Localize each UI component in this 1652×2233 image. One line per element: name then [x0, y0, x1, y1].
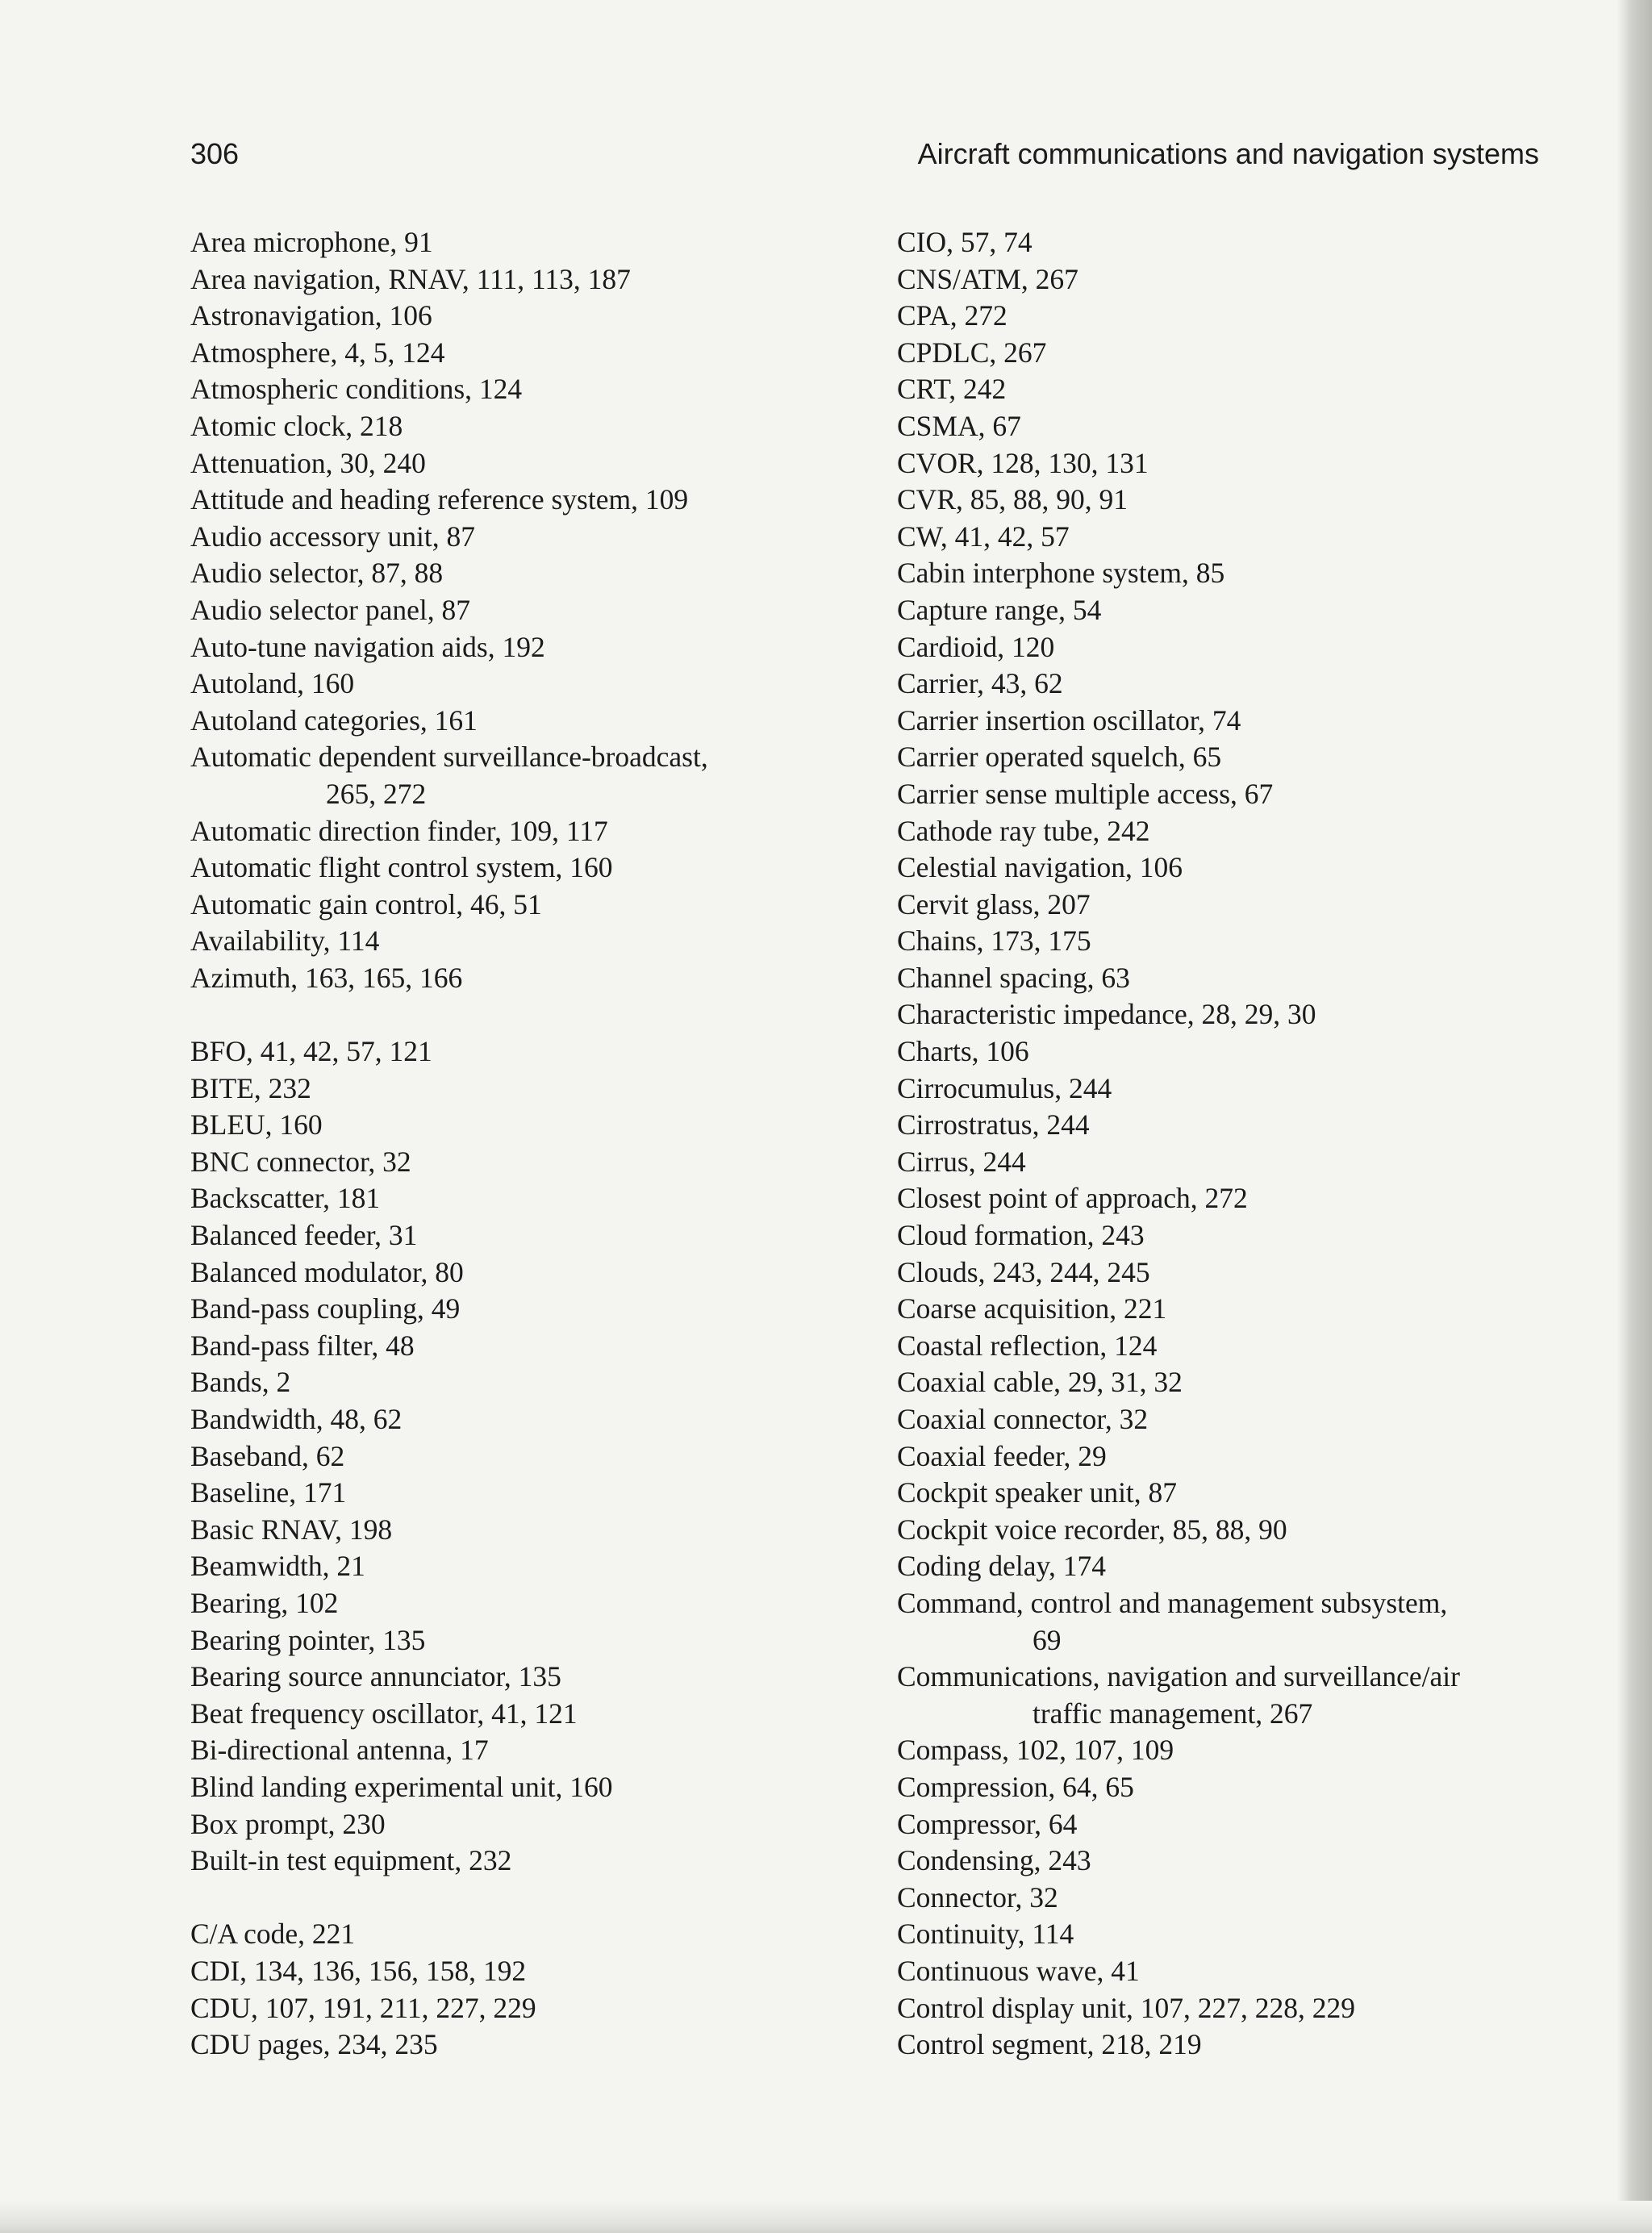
index-entry: Audio accessory unit, 87 [190, 520, 475, 553]
index-entry: Cloud formation, 243 [897, 1219, 1145, 1252]
index-entry: Automatic flight control system, 160 [190, 851, 613, 884]
index-entry: Balanced modulator, 80 [190, 1255, 464, 1288]
page-header [190, 137, 1539, 177]
index-entry: Automatic gain control, 46, 51 [190, 887, 542, 920]
index-entry: Compression, 64, 65 [897, 1770, 1134, 1803]
index-entry: Cervit glass, 207 [897, 887, 1091, 920]
index-entry: CPDLC, 267 [897, 336, 1047, 369]
index-entry: Coastal reflection, 124 [897, 1329, 1158, 1362]
index-column-right [897, 224, 1558, 2064]
index-entry: Auto-tune navigation aids, 192 [190, 630, 545, 663]
index-entry: C/A code, 221 [190, 1918, 356, 1951]
index-entry: Atomic clock, 218 [190, 409, 403, 442]
index-entry: Compressor, 64 [897, 1807, 1078, 1840]
index-entry: Bearing source annunciator, 135 [190, 1660, 561, 1693]
index-section-gap [190, 1880, 852, 1917]
page-number: 306 [190, 137, 240, 170]
running-title: Aircraft communications and navigation systems [917, 137, 1539, 170]
index-entry: Control display unit, 107, 227, 228, 229 [897, 1991, 1355, 2024]
index-entry: CRT, 242 [897, 373, 1007, 406]
index-entry: Bearing, 102 [190, 1586, 339, 1619]
index-entry: Baseline, 171 [190, 1476, 347, 1509]
index-entry: BITE, 232 [190, 1071, 311, 1104]
index-entry: Cirrus, 244 [897, 1145, 1026, 1178]
index-entry: CIO, 57, 74 [897, 226, 1032, 258]
index-entry: CDI, 134, 136, 156, 158, 192 [190, 1954, 527, 1987]
index-entry: BFO, 41, 42, 57, 121 [190, 1035, 432, 1068]
index-entry: Audio selector panel, 87 [190, 593, 471, 626]
index-entry: Coaxial feeder, 29 [897, 1439, 1107, 1472]
index-entry: Cardioid, 120 [897, 630, 1055, 663]
index-entry: CDU pages, 234, 235 [190, 2028, 438, 2061]
index-entry: Beamwidth, 21 [190, 1550, 365, 1583]
index-entry: Celestial navigation, 106 [897, 851, 1183, 884]
index-entry: Band-pass filter, 48 [190, 1329, 415, 1362]
index-entry: Carrier insertion oscillator, 74 [897, 703, 1241, 737]
index-entry: Communications, navigation and surveillance/air [897, 1660, 1460, 1693]
index-entry: Cockpit speaker unit, 87 [897, 1476, 1178, 1509]
index-entry: BNC connector, 32 [190, 1145, 411, 1178]
index-entry: CW, 41, 42, 57 [897, 520, 1070, 553]
index-entry: Cirrocumulus, 244 [897, 1071, 1112, 1104]
index-entry: Bandwidth, 48, 62 [190, 1403, 403, 1435]
index-entry: Connector, 32 [897, 1880, 1058, 1914]
index-entry: Closest point of approach, 272 [897, 1182, 1248, 1215]
index-entry-continuation: 69 [1032, 1623, 1062, 1656]
index-entry: Channel spacing, 63 [897, 961, 1130, 994]
index-entry: Box prompt, 230 [190, 1807, 386, 1840]
index-entry: Cirrostratus, 244 [897, 1108, 1090, 1142]
index-entry: Coaxial cable, 29, 31, 32 [897, 1366, 1183, 1399]
index-entry: Audio selector, 87, 88 [190, 557, 444, 590]
index-entry: Atmosphere, 4, 5, 124 [190, 336, 445, 369]
index-entry: CSMA, 67 [897, 409, 1021, 442]
index-entry: CNS/ATM, 267 [897, 262, 1078, 295]
index-entry: Attenuation, 30, 240 [190, 446, 426, 479]
index-entry-continuation: 265, 272 [326, 777, 427, 810]
index-entry: Carrier operated squelch, 65 [897, 741, 1222, 774]
index-entry: Chains, 173, 175 [897, 925, 1091, 958]
index-entry: Bearing pointer, 135 [190, 1623, 426, 1656]
index-entry: Coaxial connector, 32 [897, 1403, 1149, 1435]
index-entry: Automatic dependent surveillance-broadcast, [190, 741, 708, 774]
index-entry: Area navigation, RNAV, 111, 113, 187 [190, 262, 631, 295]
index-entry: Area microphone, 91 [190, 226, 433, 258]
index-entry: Automatic direction finder, 109, 117 [190, 814, 608, 847]
index-entry: Beat frequency oscillator, 41, 121 [190, 1697, 578, 1730]
index-entry: Basic RNAV, 198 [190, 1513, 393, 1546]
index-entry: Built-in test equipment, 232 [190, 1844, 512, 1877]
index-entry: BLEU, 160 [190, 1108, 323, 1142]
index-entry: Condensing, 243 [897, 1844, 1091, 1877]
index-entry: CVR, 85, 88, 90, 91 [897, 483, 1128, 516]
index-entry: Balanced feeder, 31 [190, 1219, 418, 1252]
index-entry: Cockpit voice recorder, 85, 88, 90 [897, 1513, 1287, 1546]
index-entry: Characteristic impedance, 28, 29, 30 [897, 998, 1316, 1031]
index-entry: CDU, 107, 191, 211, 227, 229 [190, 1991, 536, 2024]
index-entry: Attitude and heading reference system, 109 [190, 483, 689, 516]
index-entry: Coding delay, 174 [897, 1550, 1106, 1583]
index-entry: Carrier sense multiple access, 67 [897, 777, 1274, 810]
index-entry: Continuous wave, 41 [897, 1954, 1140, 1987]
index-entry: CVOR, 128, 130, 131 [897, 446, 1149, 479]
index-entry: Backscatter, 181 [190, 1182, 381, 1215]
index-entry: CPA, 272 [897, 299, 1007, 332]
index-entry: Autoland, 160 [190, 667, 355, 700]
index-entry: Baseband, 62 [190, 1439, 345, 1472]
index-entry: Command, control and management subsystem, [897, 1586, 1448, 1619]
index-column-left [190, 224, 852, 2064]
index-entry: Control segment, 218, 219 [897, 2028, 1202, 2061]
index-entry: Charts, 106 [897, 1035, 1029, 1068]
index-entry-continuation: traffic management, 267 [1032, 1697, 1313, 1730]
index-entry: Blind landing experimental unit, 160 [190, 1770, 613, 1803]
page-edge-shadow [1617, 0, 1652, 2233]
index-entry: Capture range, 54 [897, 593, 1102, 626]
index-entry: Band-pass coupling, 49 [190, 1292, 461, 1325]
index-entry: Bands, 2 [190, 1366, 291, 1399]
index-entry: Clouds, 243, 244, 245 [897, 1255, 1150, 1288]
index-entry: Azimuth, 163, 165, 166 [190, 961, 463, 994]
index-entry: Astronavigation, 106 [190, 299, 432, 332]
index-entry: Bi-directional antenna, 17 [190, 1734, 489, 1767]
index-entry: Carrier, 43, 62 [897, 667, 1063, 700]
index-entry: Cathode ray tube, 242 [897, 814, 1150, 847]
index-entry: Compass, 102, 107, 109 [897, 1734, 1174, 1767]
index-entry: Continuity, 114 [897, 1918, 1074, 1951]
page-bottom-shadow [0, 2201, 1652, 2233]
index-entry: Atmospheric conditions, 124 [190, 373, 523, 406]
index-entry: Cabin interphone system, 85 [897, 557, 1225, 590]
index-section-gap [190, 996, 852, 1033]
index-entry: Availability, 114 [190, 925, 380, 958]
index-entry: Coarse acquisition, 221 [897, 1292, 1167, 1325]
index-entry: Autoland categories, 161 [190, 703, 478, 737]
